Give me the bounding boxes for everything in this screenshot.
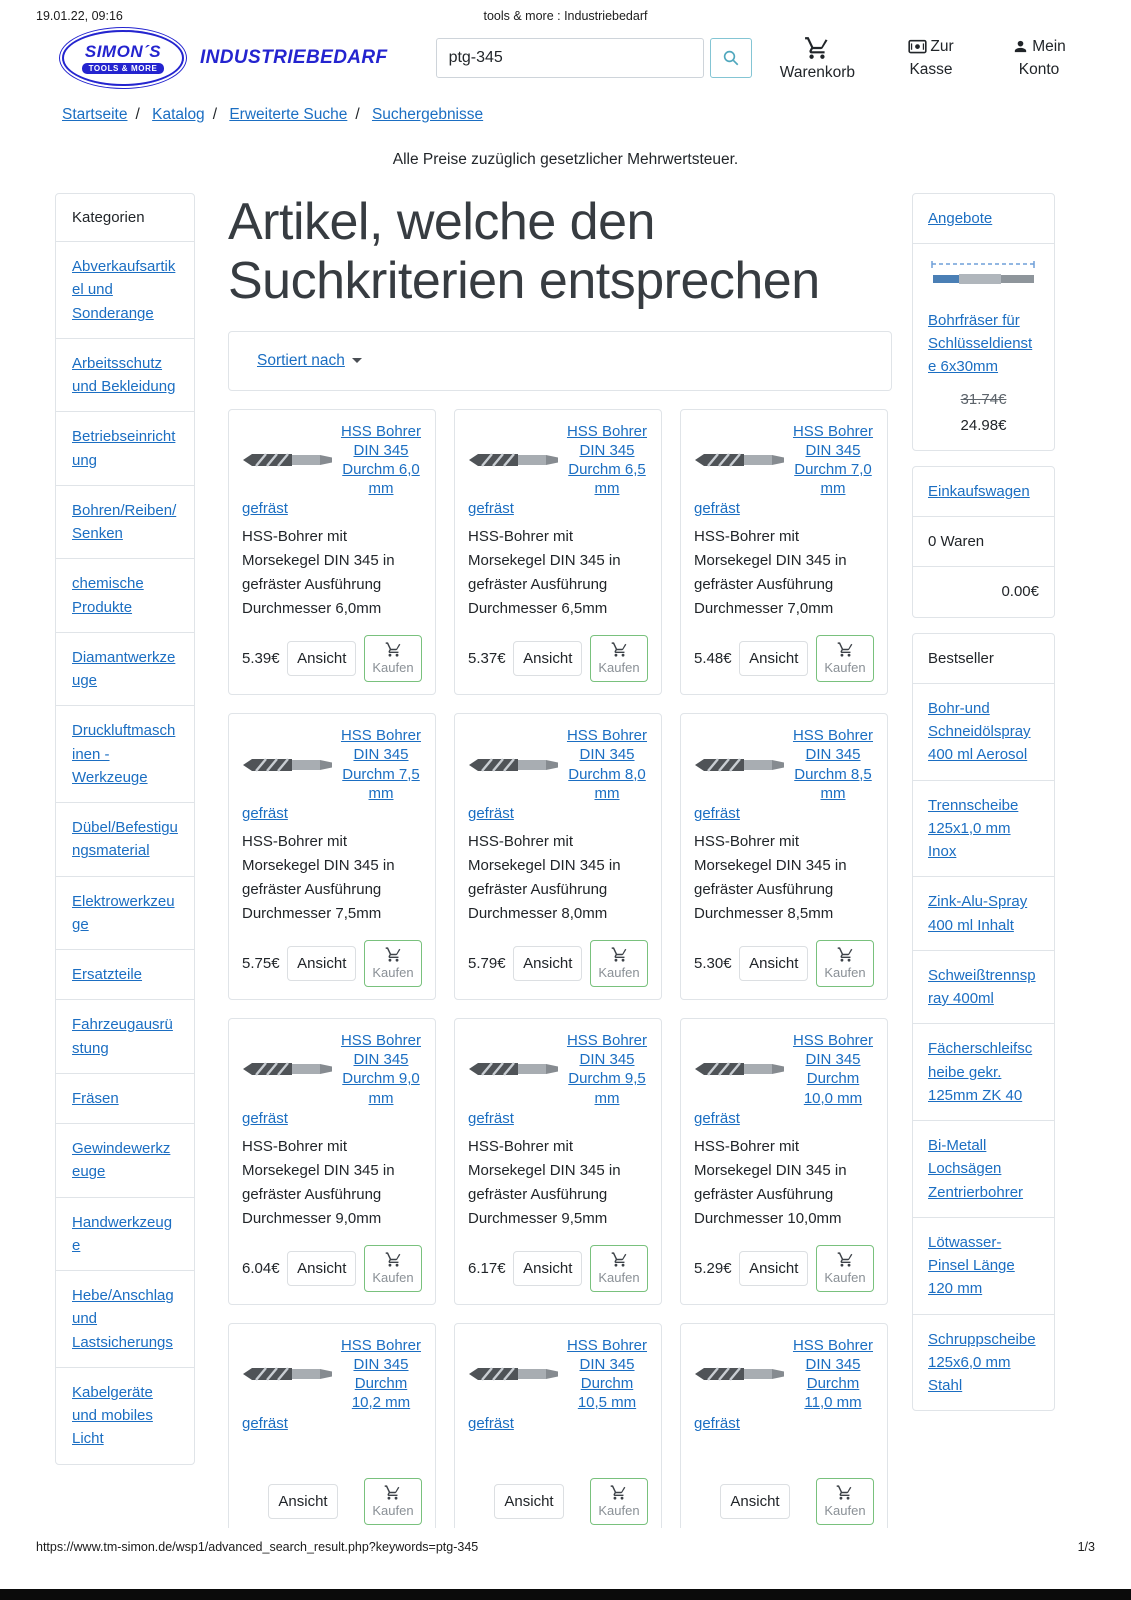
user-icon [1012,38,1029,55]
product-actions [694,1245,874,1292]
bottom-bar [0,1589,1131,1600]
content [0,193,1131,1538]
cart-summary-header [913,467,1054,516]
offers-header [913,194,1054,243]
sort-card [228,331,892,391]
product-grid [228,409,892,1538]
category-item [56,241,194,338]
category-item [56,558,194,632]
category-item [56,485,194,559]
category-item [56,1123,194,1197]
categories-title: Kategorien [72,209,145,226]
product-image-link[interactable] [242,751,334,779]
product-description: HSS-Bohrer mit Morsekegel DIN 345 in gefräster Ausführung Durchmesser 9,0mm [242,1137,395,1227]
product-price: 5.30€ [694,955,732,972]
product-actions [694,1478,874,1525]
print-page-number: 1/3 [1077,1540,1095,1554]
milling-cutter-image [928,259,1038,291]
product-image-link[interactable] [468,1055,560,1083]
account-link[interactable] [1007,35,1071,82]
bestseller-item [913,780,1054,877]
breadcrumb-link[interactable]: Katalog [152,106,205,123]
product-title-link[interactable]: HSS Bohrer DIN 345 Durchm 9,0 mm [340,1032,422,1107]
cart-label: Warenkorb [779,63,855,81]
drill-bit-image [694,1360,786,1388]
cart-summary-card [912,466,1055,618]
cart-total: 0.00€ [913,566,1054,616]
category-link[interactable]: Betriebseinrichtung [72,428,176,469]
offer-image-link[interactable] [928,259,1039,298]
caret-down-icon [352,358,362,363]
category-item [56,949,194,999]
product-description: HSS-Bohrer mit Morsekegel DIN 345 in gefräster Ausführung Durchmesser 7,5mm [242,833,395,922]
drill-bit-image [468,446,560,474]
view-button[interactable]: Ansicht [739,1251,808,1286]
right-sidebar [912,193,1055,1411]
category-link[interactable]: Fräsen [72,1089,119,1107]
drill-bit-image [468,1055,560,1083]
header-actions [780,35,1071,82]
categories-list [56,241,194,1464]
buy-label: Kaufen [824,660,866,676]
category-item [56,1073,194,1123]
bestseller-link[interactable]: Schruppscheibe 125x6,0 mm Stahl [928,1330,1036,1394]
product-card-top [468,1031,648,1108]
product-actions [468,1245,648,1292]
buy-label: Kaufen [372,1269,414,1285]
category-link[interactable]: Handwerkzeuge [72,1213,173,1254]
breadcrumb-link[interactable]: Startseite [62,106,128,123]
buy-button[interactable] [816,635,874,682]
search-form [436,38,752,78]
product-title-link[interactable]: HSS Bohrer DIN 345 Durchm 6,5 mm [566,422,648,498]
buy-button[interactable] [590,1478,648,1525]
product-description: HSS-Bohrer mit Morsekegel DIN 345 in gefräster Ausführung Durchmesser 9,5mm [468,1137,621,1227]
view-button[interactable]: Ansicht [287,641,356,676]
offer-body [913,243,1054,450]
category-link[interactable]: Elektrowerkzeuge [72,892,175,933]
product-title-link[interactable]: HSS Bohrer DIN 345 Durchm 10,0 mm [792,1032,874,1107]
bestseller-list [913,683,1054,1411]
drill-bit-image [242,1055,334,1083]
product-card [680,409,888,696]
category-link[interactable]: Druckluftmaschinen - Werkzeuge [72,722,176,786]
product-card [228,1323,436,1538]
category-link[interactable]: Arbeitsschutz und Bekleidung [72,354,176,395]
product-title-suffix-link[interactable]: gefräst [694,1414,740,1432]
bestseller-link[interactable]: Zink-Alu-Spray 400 ml Inhalt [928,893,1028,934]
product-price: 5.39€ [242,650,280,668]
offers-card [912,193,1055,451]
product-title-link[interactable]: HSS Bohrer DIN 345 Durchm 9,5 mm [566,1032,648,1107]
product-image-link[interactable] [694,446,786,474]
logo[interactable] [62,30,388,86]
bestseller-title: Bestseller [928,649,994,667]
category-item [56,411,194,485]
category-link[interactable]: Diamantwerkzeuge [72,648,176,689]
product-card-top [468,726,648,803]
category-item [56,802,194,876]
cart-icon [611,1251,628,1268]
print-doc-title: tools & more : Industriebedarf [483,9,648,23]
product-image-link[interactable] [242,1055,334,1083]
view-button[interactable]: Ansicht [739,641,808,676]
product-description: HSS-Bohrer mit Morsekegel DIN 345 in gefräster Ausführung Durchmesser 7,0mm [694,528,847,618]
cart-link[interactable] [780,35,855,82]
breadcrumb-separator: / [212,106,217,123]
tax-notice: Alle Preise zuzüglich gesetzlicher Mehrwertsteuer. [392,151,739,168]
product-card [680,713,888,1000]
buy-button[interactable] [364,940,422,987]
product-title-suffix-link[interactable]: gefräst [468,500,514,518]
product-image-link[interactable] [694,1360,786,1388]
product-card [454,713,662,1000]
drill-bit-image [242,751,334,779]
buy-label: Kaufen [598,965,640,980]
bestseller-link[interactable]: Fächerschleifscheibe gekr. 125mm ZK 40 [928,1040,1033,1104]
cart-icon [837,641,854,658]
category-link[interactable]: Ersatzteile [72,966,143,983]
drill-bit-image [468,751,560,779]
view-button[interactable]: Ansicht [720,1484,789,1519]
search-input[interactable] [436,38,704,78]
product-title-suffix-link[interactable]: gefräst [468,1414,514,1432]
offer-old-price: 31.74€ [960,391,1007,409]
product-card-top [242,422,422,499]
product-description: HSS-Bohrer mit Morsekegel DIN 345 in gefräster Ausführung Durchmesser 6,5mm [468,528,621,618]
product-actions [242,940,422,987]
bestseller-card [912,633,1055,1412]
product-title-suffix-link[interactable]: gefräst [242,1414,288,1432]
product-title-link[interactable]: HSS Bohrer DIN 345 Durchm 7,5 mm [340,727,422,802]
view-button[interactable]: Ansicht [287,946,356,981]
product-image-link[interactable] [242,446,334,474]
search-button[interactable] [710,38,752,78]
cart-icon [384,1484,401,1501]
checkout-icon [908,39,927,55]
breadcrumb-link[interactable]: Erweiterte Suche [229,106,348,123]
product-image-link[interactable] [468,1360,560,1388]
breadcrumb-separator: / [355,106,360,123]
buy-button[interactable] [590,940,648,987]
product-card-top [468,422,648,499]
cart-icon [836,1484,853,1501]
product-title-suffix-link[interactable]: gefräst [242,805,288,822]
bestseller-item [913,876,1054,950]
product-description [242,1440,422,1464]
buy-label: Kaufen [372,1502,414,1518]
bestseller-item [913,1217,1054,1314]
cart-icon [837,1251,854,1268]
category-link[interactable]: Fahrzeugausrüstung [72,1016,173,1057]
product-image-link[interactable] [468,751,560,779]
view-button[interactable]: Ansicht [494,1484,563,1519]
product-description: HSS-Bohrer mit Morsekegel DIN 345 in gefräster Ausführung Durchmesser 8,0mm [468,833,621,922]
product-description: HSS-Bohrer mit Morsekegel DIN 345 in gefräster Ausführung Durchmesser 10,0mm [694,1137,847,1227]
product-price: 5.79€ [468,955,506,972]
product-image-link[interactable] [694,751,786,779]
product-title-link[interactable]: HSS Bohrer DIN 345 Durchm 7,0 mm [792,422,874,498]
cart-icon [611,641,628,658]
product-price: 5.37€ [468,650,506,668]
product-image-link[interactable] [242,1360,334,1388]
product-title-link[interactable]: HSS Bohrer DIN 345 Durchm 10,2 mm [340,1336,422,1412]
product-price: 5.75€ [242,955,280,972]
breadcrumb-separator: / [135,106,140,123]
logo-oval [62,30,184,86]
product-card-top [694,1336,874,1413]
breadcrumb-item [62,106,148,123]
cart-icon [837,946,854,963]
product-title-link[interactable]: HSS Bohrer DIN 345 Durchm 8,5 mm [792,727,874,802]
category-link[interactable]: Bohren/Reiben/Senken [72,501,177,542]
product-title-link[interactable]: HSS Bohrer DIN 345 Durchm 10,5 mm [566,1336,648,1412]
offers-link[interactable]: Angebote [928,210,993,227]
bestseller-item [913,683,1054,780]
buy-label: Kaufen [824,1502,866,1518]
buy-label: Kaufen [824,965,866,980]
bestseller-item [913,950,1054,1024]
checkout-link[interactable] [899,35,963,82]
drill-bit-image [694,446,786,474]
product-card-top [468,1336,648,1413]
category-link[interactable]: Hebe/Anschlag und Lastsicherungs [72,1287,174,1351]
category-link[interactable]: Dübel/Befestigungsmaterial [72,819,178,860]
category-item [56,632,194,706]
cart-icon [610,1484,627,1501]
bestseller-link[interactable]: Trennscheibe 125x1,0 mm Inox [928,796,1019,860]
product-title-suffix-link[interactable]: gefräst [468,1109,514,1127]
product-title-suffix-link[interactable]: gefräst [694,1109,740,1127]
checkout-label: Zur Kasse [909,37,954,78]
drill-bit-image [242,446,334,474]
product-price: 6.17€ [468,1259,506,1277]
print-timestamp: 19.01.22, 09:16 [36,9,123,23]
categories-sidebar [55,193,195,1465]
drill-bit-image [242,1360,334,1388]
bestseller-link[interactable]: Bi-Metall Lochsägen Zentrierbohrer [928,1137,1024,1201]
bestseller-item [913,1120,1054,1217]
product-actions [468,1478,648,1525]
buy-label: Kaufen [598,1502,640,1518]
product-title-link[interactable]: HSS Bohrer DIN 345 Durchm 11,0 mm [792,1336,874,1412]
sort-label: Sortiert nach [257,351,345,369]
cart-summary-link[interactable]: Einkaufswagen [928,482,1030,500]
view-button[interactable]: Ansicht [513,946,582,981]
buy-button[interactable] [364,635,422,682]
offer-price: 24.98€ [960,416,1007,434]
breadcrumb-item [372,106,483,123]
product-actions [468,635,648,682]
product-card-top [694,422,874,499]
breadcrumb [0,106,1131,124]
product-card [454,1323,662,1538]
product-description [694,1440,874,1464]
offer-title-link[interactable]: Bohrfräser für Schlüsseldienste 6x30mm [928,311,1033,375]
drill-bit-image [468,1360,560,1388]
view-button[interactable]: Ansicht [268,1484,337,1519]
product-card [454,409,662,696]
product-title-link[interactable]: HSS Bohrer DIN 345 Durchm 8,0 mm [566,727,648,802]
product-actions [468,940,648,987]
category-link[interactable]: Gewindewerkzeuge [72,1140,171,1181]
buy-label: Kaufen [372,660,414,676]
product-card-top [694,726,874,803]
product-card [228,409,436,696]
product-card [680,1018,888,1305]
product-actions [694,940,874,987]
category-item [56,876,194,950]
buy-label: Kaufen [598,1269,640,1285]
print-url: https://www.tm-simon.de/wsp1/advanced_search_result.php?keywords=ptg-345 [36,1540,479,1554]
product-card [454,1018,662,1305]
product-title-suffix-link[interactable]: gefräst [242,1109,288,1127]
view-button[interactable]: Ansicht [739,946,808,981]
bestseller-link[interactable]: Lötwasser-Pinsel Länge 120 mm [928,1233,1015,1298]
product-actions [242,1478,422,1525]
product-price: 5.29€ [694,1259,732,1277]
buy-button[interactable] [364,1245,422,1292]
buy-button[interactable] [590,1245,648,1292]
buy-label: Kaufen [598,660,640,676]
breadcrumb-item [152,106,225,123]
category-item [56,999,194,1073]
product-actions [242,635,422,682]
bestseller-link[interactable]: Bohr-und Schneidölspray 400 ml Aerosol [928,699,1031,764]
product-actions [694,635,874,682]
product-image-link[interactable] [694,1055,786,1083]
buy-label: Kaufen [372,965,414,980]
product-card-top [694,1031,874,1108]
bestseller-link[interactable]: Schweißtrennspray 400ml [928,966,1036,1007]
bestseller-item [913,1023,1054,1120]
page-title: Artikel, welche den Suchkriterien entsprechen [228,193,820,310]
product-title-link[interactable]: HSS Bohrer DIN 345 Durchm 6,0 mm [340,422,422,498]
view-button[interactable]: Ansicht [287,1251,356,1286]
product-price: 5.48€ [694,650,732,668]
product-description: HSS-Bohrer mit Morsekegel DIN 345 in gefräster Ausführung Durchmesser 8,5mm [694,833,847,922]
sort-dropdown[interactable] [257,352,362,369]
category-item [56,1367,194,1464]
buy-label: Kaufen [824,1269,866,1285]
buy-button[interactable] [816,1245,874,1292]
product-title-suffix-link[interactable]: gefräst [468,805,514,822]
cart-icon [611,946,628,963]
category-item [56,1197,194,1271]
results-main [228,193,892,1538]
cart-icon [385,1251,402,1268]
view-button[interactable]: Ansicht [513,641,582,676]
logo-name: SIMON´S [84,42,162,61]
logo-brand: INDUSTRIEBEDARF [200,47,388,68]
product-description: HSS-Bohrer mit Morsekegel DIN 345 in gefräster Ausführung Durchmesser 6,0mm [242,528,395,618]
search-icon [722,49,740,67]
category-link[interactable]: chemische Produkte [72,575,144,616]
cart-icon [385,641,402,658]
account-label: Mein Konto [1018,37,1066,78]
bestseller-item [913,1314,1054,1411]
buy-button[interactable] [816,940,874,987]
category-link[interactable]: Abverkaufsartikel und Sonderange [72,258,176,322]
product-card [228,1018,436,1305]
product-card [680,1323,888,1538]
product-title-suffix-link[interactable]: gefräst [694,500,740,518]
product-card-top [242,726,422,803]
category-item [56,338,194,412]
product-price: 6.04€ [242,1259,280,1277]
product-card-top [242,1336,422,1413]
cart-count: 0 Waren [913,516,1054,566]
drill-bit-image [694,1055,786,1083]
buy-button[interactable] [590,635,648,682]
product-card-top [242,1031,422,1108]
drill-bit-image [694,751,786,779]
breadcrumb-item [229,106,367,123]
logo-tagline: TOOLS & MORE [82,63,165,74]
product-title-suffix-link[interactable]: gefräst [694,805,740,822]
cart-icon [385,946,402,963]
product-description [468,1440,648,1464]
buy-button[interactable] [364,1478,422,1525]
product-actions [242,1245,422,1292]
breadcrumb-link[interactable]: Suchergebnisse [371,106,484,123]
buy-button[interactable] [816,1478,874,1525]
view-button[interactable]: Ansicht [513,1251,582,1286]
product-card [228,713,436,1000]
category-item [56,1270,194,1367]
product-image-link[interactable] [468,446,560,474]
category-item [56,705,194,802]
cart-icon [804,35,830,61]
product-title-suffix-link[interactable]: gefräst [242,500,288,518]
category-link[interactable]: Kabelgeräte und mobiles Licht [72,1383,153,1448]
